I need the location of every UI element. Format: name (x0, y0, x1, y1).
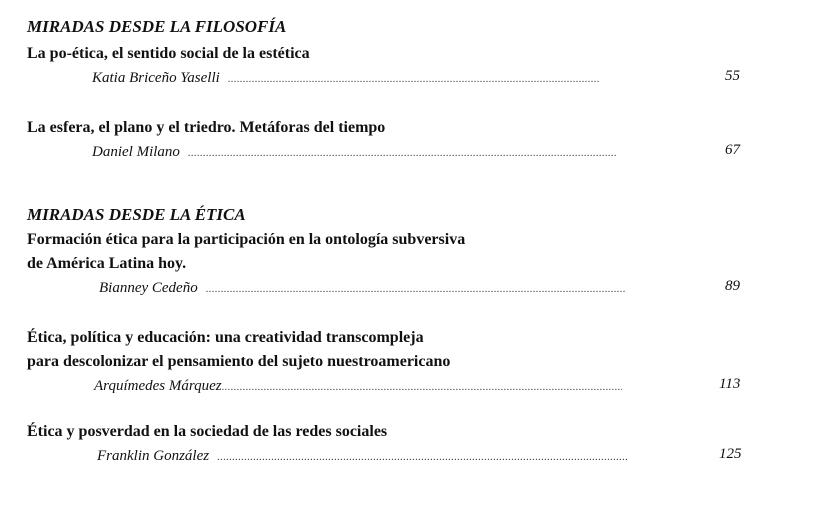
entry-author: Daniel Milano (92, 144, 180, 160)
entry-author: Katia Briceño Yaselli (92, 70, 220, 86)
author-line (27, 66, 787, 90)
entry-title: La esfera, el plano y el triedro. Metáforas del tiempo (27, 119, 386, 136)
entry-title: La po-ética, el sentido social de la estética (27, 45, 310, 62)
dot-leader (222, 374, 622, 398)
dot-leader (206, 276, 626, 300)
toc-entry (27, 228, 787, 300)
dot-leader (188, 140, 616, 164)
entry-page-number: 89 (725, 278, 740, 294)
toc-entry (27, 326, 787, 398)
toc-entry (27, 420, 787, 468)
section-title: MIRADAS DESDE LA FILOSOFÍA (27, 17, 287, 36)
dot-leader (228, 66, 600, 90)
entry-title: Ética y posverdad en la sociedad de las redes sociales (27, 423, 388, 440)
entry-page-number: 55 (725, 68, 740, 84)
entry-page-number: 113 (719, 376, 741, 392)
author-line (27, 140, 787, 164)
entry-page-number: 67 (725, 142, 740, 158)
entry-author: Arquímedes Márquez (94, 378, 222, 394)
author-line (27, 374, 787, 398)
entry-title-line-2: de América Latina hoy. (27, 255, 187, 272)
section-etica (27, 204, 787, 468)
entry-title-line-2: para descolonizar el pensamiento del sujeto nuestroamericano (27, 353, 451, 370)
section-filosofia (27, 16, 787, 164)
toc-entry (27, 116, 787, 164)
entry-title-line-1: Ética, política y educación: una creatividad transcompleja (27, 329, 424, 346)
entry-author: Franklin González (97, 448, 210, 464)
dot-leader (217, 444, 627, 468)
toc-entry (27, 42, 787, 90)
author-line (27, 276, 787, 300)
entry-page-number: 125 (719, 446, 742, 462)
section-title: MIRADAS DESDE LA ÉTICA (27, 205, 246, 224)
author-line (27, 444, 787, 468)
entry-author: Bianney Cedeño (99, 280, 198, 296)
entry-title-line-1: Formación ética para la participación en la ontología subversiva (27, 231, 466, 248)
